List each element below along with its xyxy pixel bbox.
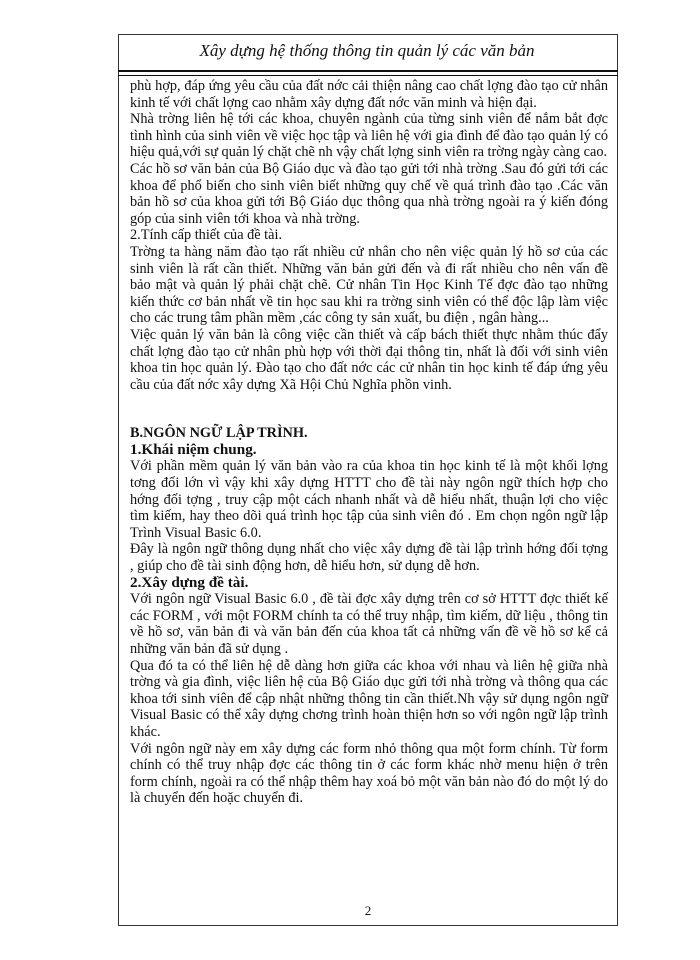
paragraph: Qua đó ta có thể liên hệ dễ dàng hơn giữa các khoa với nhau và liên hệ giữa nhà trờng và gia đình, việc liên hệ của Bộ Giáo dục gửi tới nhà trờng và thông qua các khoa tới sinh viên để cập nhật những thông tin cần thiết.Nh vậy sử dụng ngôn ngữ Visual Basic có thể xây dựng chơng trình hoàn thiện hơn so với ngôn ngữ lập trình khác.	[130, 657, 608, 740]
spacer	[130, 409, 608, 425]
paragraph: Với phần mềm quản lý văn bản vào ra của khoa tin học kinh tế là một khối lợng tơng đối lớn vì vậy khi xây dựng HTTT cho đề tài này ngôn ngữ thích hợp cho hớng đối tợng , truy cập một cách nhanh nhất và dễ hiểu nhất, thuận lợi cho việc tìm kiếm, hay theo dõi quá trình học tập của sinh viên đó . Em chọn ngôn ngữ lập Trình Visual Basic 6.0.	[130, 458, 608, 541]
paragraph: Trờng ta hàng năm đào tạo rất nhiều cử nhân cho nên việc quản lý hồ sơ của các sinh viên là rất cần thiết. Những văn bản gửi đến và đi rất nhiều cho nên vấn đề bảo mật và quản lý phải chặt chẽ. Cử nhân Tin Học Kinh Tế đợc đào tạo những kiến thức cơ bản nhất về tin học sau khi ra trờng sinh viên có thể độc lập làm việc cho các trung tâm phần mềm ,các công ty sản xuất, bu điện , ngân hàng...	[130, 243, 608, 327]
section-heading: 2.Xây dựng đề tài.	[130, 573, 249, 591]
paragraph: phù hợp, đáp ứng yêu cầu của đất nớc cải thiện nâng cao chất lợng đào tạo cử nhân kinh tế với chất lợng cao nhằm xây dựng đất nớc văn minh và hiện đại.	[130, 78, 608, 111]
header-rule-thin	[118, 75, 618, 76]
paragraph: Với ngôn ngữ này em xây dựng các form nhỏ thông qua một form chính. Từ form chính có thể truy nhập đợc các thông tin ở các form khác nhờ menu hiện ở trên form chính, ngoài ra có thể nhập thêm hay xoá bỏ một văn bản nào đó do một lý do là chuyển đến hoặc chuyển đi.	[130, 740, 608, 807]
paragraph: Việc quản lý văn bản là công việc cần thiết và cấp bách thiết thực nhằm thúc đẩy chất lợng đào tạo cử nhân phù hợp với thời đại thông tin, nhất là đối với sinh viên khoa tin học quản lý. Đào tạo cho đất nớc các cử nhân tin học kinh tế đáp ứng yêu cầu của đất nớc xây dựng Xã Hội Chủ Nghĩa phồn vinh.	[130, 326, 608, 393]
spacer	[130, 393, 608, 409]
paragraph: Nhà trờng liên hệ tới các khoa, chuyên ngành của từng sinh viên để nắm bắt đợc tình hình của sinh viên về việc học tập và liên hệ với gia đình để đào tạo quản lý có hiệu quả,với sự quản lý chặt chẽ nh vậy chất lợng sinh viên ra trờng ngày càng cao.	[130, 111, 608, 161]
paragraph: Các hồ sơ văn bản của Bộ Giáo dục và đào tạo gửi tới nhà trờng .Sau đó gửi tới các khoa để phổ biến cho sinh viên biết những quy chế về quá trình đào tạo .Các văn bản hồ sơ của khoa gửi tới Bộ Giáo dục thông qua nhà trờng ngoài ra ý kiến đóng góp của sinh viên tới khoa và nhà trờng.	[130, 160, 608, 227]
page-header-title: Xây dựng hệ thống thông tin quản lý các văn bản	[199, 41, 535, 60]
paragraph: Đây là ngôn ngữ thông dụng nhất cho việc xây dựng đề tài lập trình hớng đối tợng , giúp cho đề tài sinh động hơn, dễ hiểu hơn, sử dụng dễ hơn.	[130, 541, 608, 575]
document-body	[130, 78, 608, 807]
header-rule-thick	[118, 70, 618, 72]
chapter-heading: B.NGÔN NGỮ LẬP TRÌNH.	[130, 425, 308, 442]
page-number: 2	[364, 903, 372, 918]
paragraph: Với ngôn ngữ Visual Basic 6.0 , đề tài đợc xây dựng trên cơ sở HTTT đợc thiết kế các FORM , với một FORM chính ta có thể truy nhập, tìm kiếm, dữ liệu , thông tin về hồ sơ, văn bản đi và văn bản đến của khoa tất cả những vấn đề về hồ sơ kể cả những văn bản đã sử dụng .	[130, 591, 608, 657]
section-heading: 1.Khái niệm chung.	[130, 440, 257, 458]
section-heading: 2.Tính cấp thiết của đề tài.	[130, 227, 283, 244]
